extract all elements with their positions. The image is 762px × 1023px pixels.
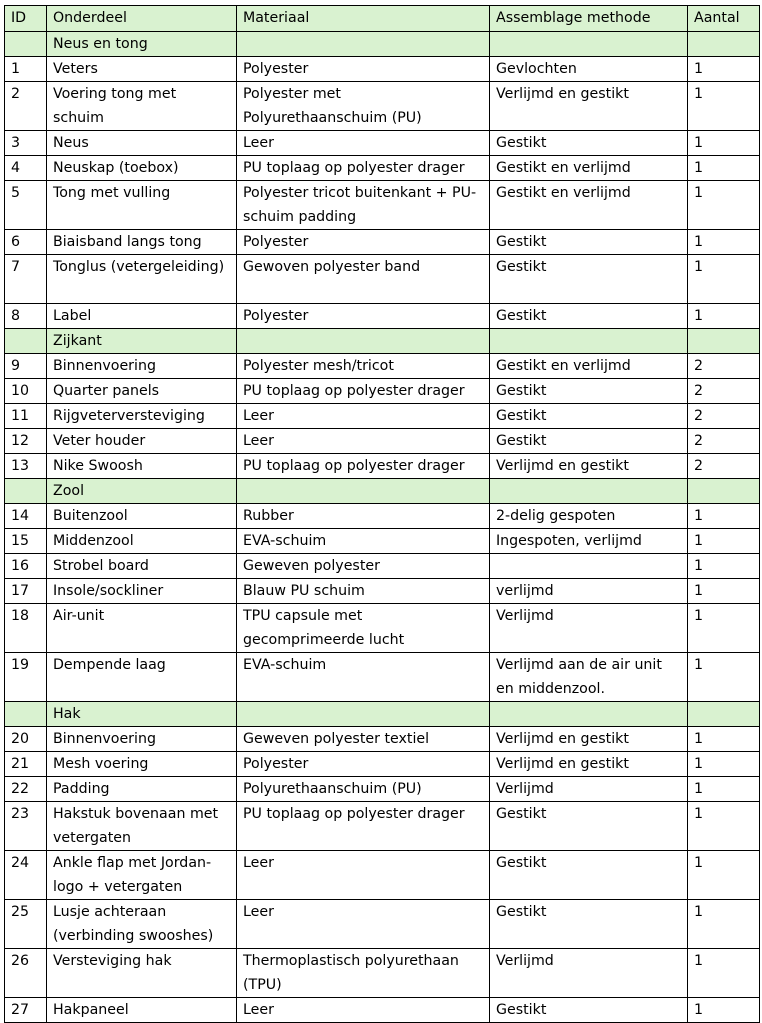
section-title: Zool [47,479,237,504]
cell-method: Verlijmd [490,949,688,998]
table-row [5,379,760,404]
cell-material: Polyester mesh/tricot [237,354,490,379]
cell-qty: 1 [688,82,760,131]
cell-part: Hakpaneel [47,998,237,1023]
section-title: Hak [47,702,237,727]
cell-id: 22 [5,777,47,802]
cell-qty: 1 [688,504,760,529]
cell-material: Gewoven polyester band [237,255,490,304]
cell-part: Buitenzool [47,504,237,529]
parts-table [4,5,760,1023]
cell-id: 21 [5,752,47,777]
cell-qty: 2 [688,454,760,479]
cell-qty: 1 [688,777,760,802]
cell-qty: 1 [688,529,760,554]
table-row [5,777,760,802]
cell-part: Middenzool [47,529,237,554]
cell-part: Quarter panels [47,379,237,404]
cell-qty: 1 [688,230,760,255]
table-row [5,752,760,777]
cell-material: Polyester met Polyurethaanschuim (PU) [237,82,490,131]
table-row [5,900,760,949]
cell-id: 9 [5,354,47,379]
cell-id: 17 [5,579,47,604]
header-row [5,6,760,32]
cell-id: 16 [5,554,47,579]
cell-material: Polyester [237,752,490,777]
cell-id: 20 [5,727,47,752]
cell-method: Ingespoten, verlijmd [490,529,688,554]
table-row [5,998,760,1023]
cell-material: Polyester [237,304,490,329]
cell-material: TPU capsule met gecomprimeerde lucht [237,604,490,653]
cell-id: 11 [5,404,47,429]
cell-method: Gestikt [490,802,688,851]
table-row [5,354,760,379]
header-part: Onderdeel [47,6,237,32]
section-row [5,32,760,57]
cell-material: Thermoplastisch polyurethaan (TPU) [237,949,490,998]
table-row [5,404,760,429]
cell-material: Leer [237,404,490,429]
section-empty-cell [490,479,688,504]
cell-id: 7 [5,255,47,304]
cell-part: Tong met vulling [47,181,237,230]
cell-qty: 1 [688,579,760,604]
section-empty-cell [688,329,760,354]
table-row [5,429,760,454]
cell-part: Label [47,304,237,329]
cell-method: Gestikt [490,900,688,949]
cell-qty: 1 [688,851,760,900]
cell-method: Gestikt [490,429,688,454]
cell-id: 26 [5,949,47,998]
cell-material: Blauw PU schuim [237,579,490,604]
cell-id: 2 [5,82,47,131]
cell-part: Binnenvoering [47,727,237,752]
section-empty-cell [688,32,760,57]
table-row [5,653,760,702]
cell-part: Veters [47,57,237,82]
cell-material: PU toplaag op polyester drager [237,156,490,181]
cell-qty: 1 [688,156,760,181]
header-qty: Aantal [688,6,760,32]
table-row [5,727,760,752]
cell-method: Gestikt [490,998,688,1023]
section-title: Zijkant [47,329,237,354]
cell-part: Neuskap (toebox) [47,156,237,181]
section-empty-cell [237,702,490,727]
table-row [5,304,760,329]
cell-material: EVA-schuim [237,653,490,702]
cell-material: Leer [237,131,490,156]
cell-material: Polyester [237,57,490,82]
cell-id: 25 [5,900,47,949]
cell-id: 24 [5,851,47,900]
cell-id: 3 [5,131,47,156]
section-empty-cell [237,32,490,57]
table-row [5,181,760,230]
cell-qty: 1 [688,255,760,304]
table-row [5,949,760,998]
cell-part: Dempende laag [47,653,237,702]
cell-id: 12 [5,429,47,454]
cell-qty: 1 [688,304,760,329]
cell-qty: 1 [688,604,760,653]
cell-qty: 1 [688,727,760,752]
cell-material: PU toplaag op polyester drager [237,454,490,479]
cell-qty: 1 [688,949,760,998]
section-row [5,702,760,727]
table-row [5,604,760,653]
cell-material: Leer [237,900,490,949]
section-empty-cell [490,702,688,727]
cell-id: 19 [5,653,47,702]
cell-method: Gestikt [490,404,688,429]
cell-method: Verlijmd aan de air unit en middenzool. [490,653,688,702]
section-id-cell [5,479,47,504]
section-empty-cell [237,329,490,354]
section-empty-cell [688,702,760,727]
cell-material: Leer [237,998,490,1023]
table-row [5,504,760,529]
cell-part: Biaisband langs tong [47,230,237,255]
cell-qty: 1 [688,131,760,156]
cell-material: Geweven polyester [237,554,490,579]
table-row [5,82,760,131]
cell-part: Strobel board [47,554,237,579]
cell-part: Lusje achteraan (verbinding swooshes) [47,900,237,949]
cell-part: Insole/sockliner [47,579,237,604]
cell-material: Geweven polyester textiel [237,727,490,752]
section-empty-cell [490,329,688,354]
section-empty-cell [237,479,490,504]
cell-part: Hakstuk bovenaan met vetergaten [47,802,237,851]
table-row [5,255,760,304]
cell-id: 14 [5,504,47,529]
section-id-cell [5,702,47,727]
section-title: Neus en tong [47,32,237,57]
table-row [5,131,760,156]
table-row [5,554,760,579]
header-material: Materiaal [237,6,490,32]
section-empty-cell [490,32,688,57]
cell-material: Polyurethaanschuim (PU) [237,777,490,802]
header-id: ID [5,6,47,32]
cell-id: 23 [5,802,47,851]
table-row [5,851,760,900]
table-row [5,579,760,604]
cell-method: Gestikt [490,851,688,900]
section-row [5,479,760,504]
cell-qty: 1 [688,181,760,230]
cell-method [490,554,688,579]
cell-id: 6 [5,230,47,255]
cell-method: Gestikt [490,304,688,329]
cell-method: Gestikt [490,379,688,404]
section-id-cell [5,329,47,354]
cell-qty: 2 [688,429,760,454]
cell-method: verlijmd [490,579,688,604]
cell-qty: 1 [688,900,760,949]
cell-part: Tonglus (vetergeleiding) [47,255,237,304]
header-method: Assemblage methode [490,6,688,32]
cell-qty: 1 [688,653,760,702]
cell-material: PU toplaag op polyester drager [237,379,490,404]
cell-part: Air-unit [47,604,237,653]
cell-part: Rijgveterversteviging [47,404,237,429]
cell-qty: 1 [688,998,760,1023]
cell-method: Verlijmd en gestikt [490,82,688,131]
cell-method: Verlijmd [490,604,688,653]
cell-method: Gestikt [490,255,688,304]
cell-qty: 2 [688,354,760,379]
cell-material: EVA-schuim [237,529,490,554]
cell-material: PU toplaag op polyester drager [237,802,490,851]
cell-method: Gestikt en verlijmd [490,181,688,230]
cell-method: Gestikt en verlijmd [490,156,688,181]
cell-id: 5 [5,181,47,230]
cell-method: Gestikt [490,230,688,255]
cell-part: Veter houder [47,429,237,454]
cell-qty: 1 [688,554,760,579]
cell-qty: 1 [688,752,760,777]
section-id-cell [5,32,47,57]
table-body [5,32,760,1023]
cell-method: Gevlochten [490,57,688,82]
cell-part: Padding [47,777,237,802]
table-row [5,454,760,479]
cell-method: Gestikt en verlijmd [490,354,688,379]
cell-material: Polyester [237,230,490,255]
cell-material: Rubber [237,504,490,529]
cell-part: Versteviging hak [47,949,237,998]
cell-part: Mesh voering [47,752,237,777]
cell-method: Verlijmd [490,777,688,802]
cell-method: Verlijmd en gestikt [490,727,688,752]
cell-method: 2-delig gespoten [490,504,688,529]
cell-id: 27 [5,998,47,1023]
section-row [5,329,760,354]
cell-id: 15 [5,529,47,554]
table-row [5,230,760,255]
cell-method: Verlijmd en gestikt [490,454,688,479]
table-row [5,802,760,851]
cell-id: 10 [5,379,47,404]
table-row [5,57,760,82]
cell-part: Voering tong met schuim [47,82,237,131]
cell-id: 4 [5,156,47,181]
section-empty-cell [688,479,760,504]
cell-material: Leer [237,429,490,454]
cell-id: 18 [5,604,47,653]
table-row [5,529,760,554]
cell-part: Nike Swoosh [47,454,237,479]
cell-id: 1 [5,57,47,82]
cell-method: Verlijmd en gestikt [490,752,688,777]
cell-part: Neus [47,131,237,156]
table-row [5,156,760,181]
cell-material: Leer [237,851,490,900]
cell-qty: 1 [688,802,760,851]
cell-id: 8 [5,304,47,329]
cell-qty: 2 [688,404,760,429]
cell-method: Gestikt [490,131,688,156]
cell-qty: 2 [688,379,760,404]
cell-id: 13 [5,454,47,479]
cell-qty: 1 [688,57,760,82]
cell-part: Binnenvoering [47,354,237,379]
cell-material: Polyester tricot buitenkant + PU-schuim padding [237,181,490,230]
cell-part: Ankle flap met Jordan-logo + vetergaten [47,851,237,900]
